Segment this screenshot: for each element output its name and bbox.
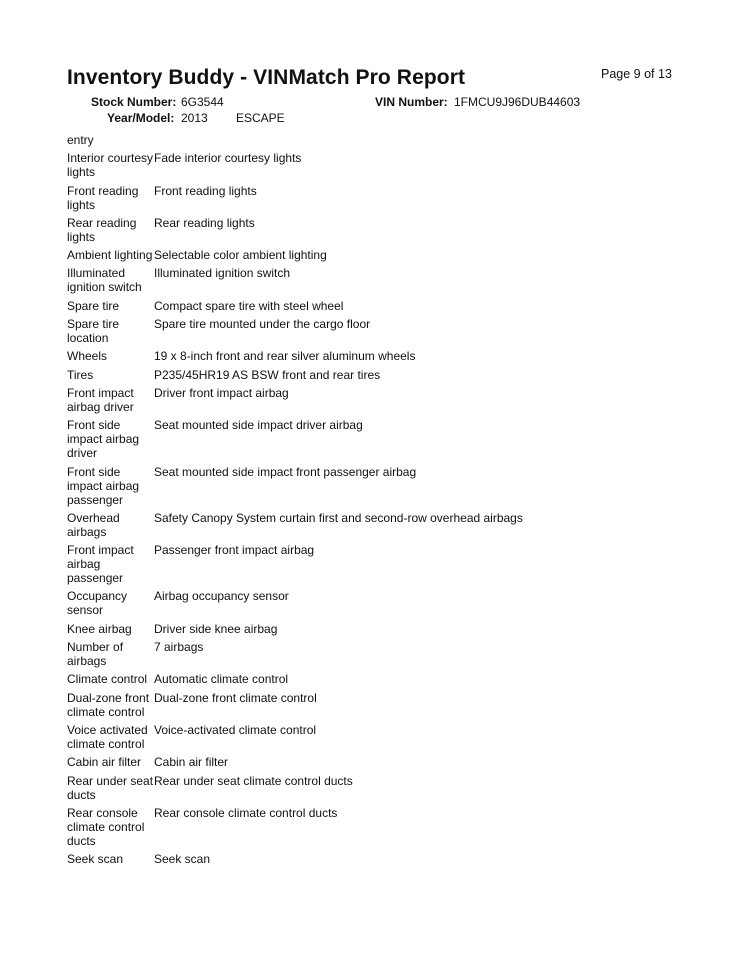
list-item xyxy=(67,317,707,345)
feature-description: 7 airbags xyxy=(154,640,204,655)
list-item xyxy=(67,806,707,848)
feature-description: P235/45HR19 AS BSW front and rear tires xyxy=(154,367,381,382)
feature-description: Cabin air filter xyxy=(154,755,229,770)
year-model-label: Year/Model: xyxy=(107,111,175,125)
list-item xyxy=(67,151,707,179)
list-item xyxy=(67,511,707,539)
list-item xyxy=(67,589,707,617)
feature-description: 19 x 8-inch front and rear silver aluminum wheels xyxy=(154,349,416,364)
feature-name: Overhead airbags xyxy=(67,510,120,539)
feature-name: Tires xyxy=(67,367,94,382)
feature-description: Driver front impact airbag xyxy=(154,385,289,400)
list-item xyxy=(67,672,707,686)
list-item xyxy=(67,418,707,460)
vin-number-label: VIN Number: xyxy=(375,95,448,109)
feature-name: Climate control xyxy=(67,672,148,687)
stock-number xyxy=(91,95,176,109)
feature-description: Automatic climate control xyxy=(154,672,289,687)
list-item xyxy=(67,368,707,382)
feature-description: Fade interior courtesy lights xyxy=(154,151,302,166)
feature-description xyxy=(154,133,707,147)
list-item xyxy=(67,266,707,294)
feature-name: Knee airbag xyxy=(67,621,132,636)
feature-name: Seek scan xyxy=(67,852,124,867)
list-item xyxy=(67,723,707,751)
feature-name: Ambient lighting xyxy=(67,248,153,263)
stock-number-label: Stock Number: xyxy=(91,95,177,109)
feature-description: Voice-activated climate control xyxy=(154,722,317,737)
feature-name: Voice activated climate control xyxy=(67,722,148,751)
feature-description: Selectable color ambient lighting xyxy=(154,248,327,263)
feature-description: Seat mounted side impact front passenger airbag xyxy=(154,464,417,479)
year-model xyxy=(107,111,174,125)
feature-description: Spare tire mounted under the cargo floor xyxy=(154,317,371,332)
feature-description: Illuminated ignition switch xyxy=(154,266,291,281)
feature-name: Spare tire xyxy=(67,298,120,313)
list-item xyxy=(67,691,707,719)
feature-description: Rear reading lights xyxy=(154,215,255,230)
feature-name: Dual-zone front climate control xyxy=(67,690,150,719)
feature-description: Seat mounted side impact driver airbag xyxy=(154,418,363,433)
feature-name: Front reading lights xyxy=(67,183,139,212)
list-item xyxy=(67,184,707,212)
feature-list xyxy=(67,133,707,870)
feature-name: Cabin air filter xyxy=(67,755,142,770)
list-item xyxy=(67,349,707,363)
feature-name: Rear console climate control ducts xyxy=(67,805,145,848)
feature-description: Dual-zone front climate control xyxy=(154,690,317,705)
vin-number xyxy=(375,95,448,109)
feature-name: Rear under seat ducts xyxy=(67,773,154,802)
list-item xyxy=(67,248,707,262)
feature-name: Front impact airbag driver xyxy=(67,385,134,414)
feature-description: Front reading lights xyxy=(154,183,257,198)
feature-description: Seek scan xyxy=(154,852,211,867)
vin-number-value: 1FMCU9J96DUB44603 xyxy=(454,95,581,109)
feature-name: Wheels xyxy=(67,349,108,364)
feature-name: entry xyxy=(67,133,94,147)
feature-name: Rear reading lights xyxy=(67,215,137,244)
list-item xyxy=(67,622,707,636)
model-value: ESCAPE xyxy=(236,111,285,125)
stock-number-value: 6G3544 xyxy=(181,95,224,109)
feature-name: Spare tire location xyxy=(67,317,120,346)
feature-name: Front side impact airbag passenger xyxy=(67,464,140,507)
feature-description: Rear console climate control ducts xyxy=(154,805,338,820)
feature-name: Number of airbags xyxy=(67,640,124,669)
list-item xyxy=(67,216,707,244)
feature-description: Passenger front impact airbag xyxy=(154,543,315,558)
feature-description: Driver side knee airbag xyxy=(154,621,278,636)
page-number: Page 9 of 13 xyxy=(601,67,672,81)
list-item xyxy=(67,543,707,585)
feature-name: Front side impact airbag driver xyxy=(67,418,140,461)
list-item xyxy=(67,852,707,866)
feature-description: Airbag occupancy sensor xyxy=(154,589,289,604)
list-item xyxy=(67,465,707,507)
feature-name: Illuminated ignition switch xyxy=(67,266,142,295)
report-title: Inventory Buddy - VINMatch Pro Report xyxy=(67,66,466,89)
year-value: 2013 xyxy=(181,111,208,125)
feature-name: Front impact airbag passenger xyxy=(67,543,134,586)
list-item xyxy=(67,386,707,414)
feature-name: Occupancy sensor xyxy=(67,589,128,618)
feature-name: Interior courtesy lights xyxy=(67,151,154,180)
feature-description: Compact spare tire with steel wheel xyxy=(154,298,344,313)
feature-description: Rear under seat climate control ducts xyxy=(154,773,353,788)
list-item xyxy=(67,755,707,769)
list-item xyxy=(67,774,707,802)
list-item xyxy=(67,299,707,313)
list-item xyxy=(67,640,707,668)
list-item xyxy=(67,133,707,147)
feature-description: Safety Canopy System curtain first and second-row overhead airbags xyxy=(154,510,523,525)
